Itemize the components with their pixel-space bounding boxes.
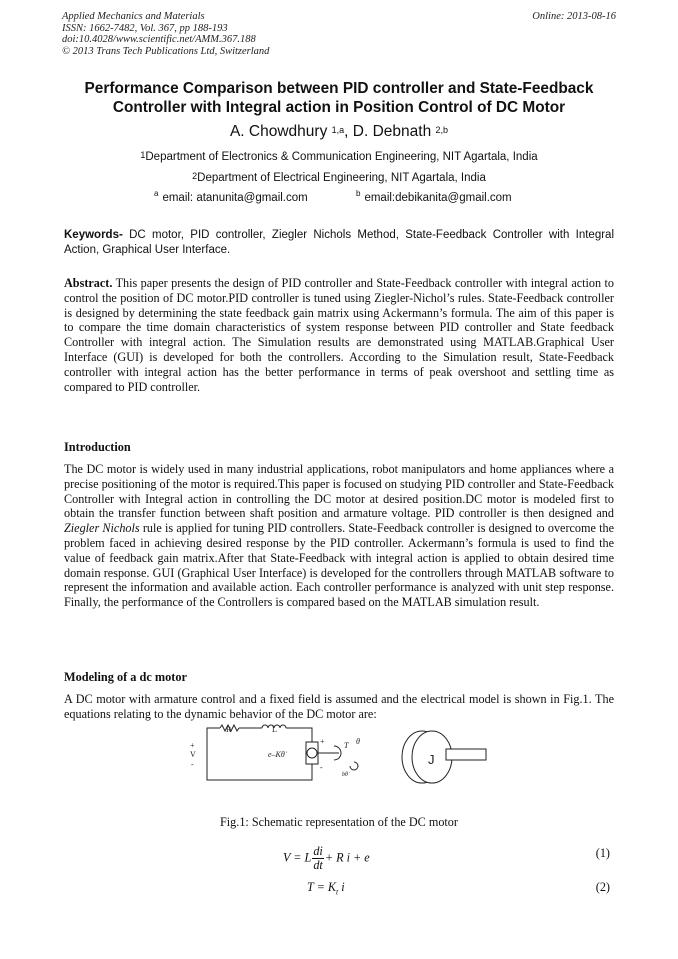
equation-1-expression (283, 845, 370, 872)
keywords-text: DC motor, PID controller, Ziegler Nichols Method, State-Feedback Controller with Integral Action, Graphical User Interface. (64, 229, 614, 256)
abstract (64, 276, 614, 394)
motor-box (306, 742, 318, 764)
label-plus: + (190, 741, 195, 750)
equation-1-denominator: dt (313, 858, 323, 872)
abstract-label: Abstract. (64, 276, 113, 290)
equation-1-fraction (312, 845, 323, 872)
label-j: J (428, 752, 435, 767)
email-b (356, 189, 512, 204)
modeling-body: A DC motor with armature control and a fixed field is assumed and the electrical model is shown in Fig.1. The equations relating to the dynamic behavior of the DC motor are: (64, 692, 614, 721)
keywords-label: Keywords- (64, 229, 123, 241)
label-torque: T (344, 741, 349, 750)
label-minus: - (191, 760, 194, 769)
author-list (0, 122, 678, 142)
wire-top-right (286, 728, 312, 742)
introduction-text-1: The DC motor is widely used in many industrial applications, robot manipulators and home appliances where a precise positioning of the motor is required.This paper is focused on studying PID controller and State-Feedback Controller with Integral action in controlling the DC motor at desired position.DC motor is modeled first to obtain the transfer function between shaft position and armature voltage. PID controller is then designed and (64, 462, 614, 521)
equation-2-tail: i (338, 880, 345, 894)
online-date: Online: 2013-08-16 (532, 11, 616, 22)
affiliation-1-text: Department of Electronics & Communication Engineering, NIT Agartala, India (145, 151, 538, 163)
journal-name: Applied Mechanics and Materials (62, 11, 205, 22)
damping-arrow (350, 762, 358, 770)
title-line-2: Controller with Integral action in Position Control of DC Motor (112, 99, 566, 116)
label-damping: bθ̇ (342, 772, 348, 778)
keywords (64, 228, 614, 258)
circuit-labels (190, 725, 360, 778)
author-1-sup: 1,a (331, 125, 345, 135)
wire-top-left (207, 728, 220, 732)
equation-2 (0, 880, 678, 898)
email-a-text: email: atanunita@gmail.com (162, 192, 308, 204)
introduction-text-2: rule is applied for tuning PID controllers. State-Feedback controller is designed to overcome the problem faced in achieving desired response by the PID controller. Ackermann’s formula is used to find the value of feedback gain matrix.After that State-Feedback with integral action is applied to obtain desired time domain response. GUI (Graphical User Interface) is developed for the controllers through MATLAB software to represent the information and available action. Each controller performance is analyzed with unit step response. Finally, the performance of the Controllers is compared based on the MATLAB simulation result. (64, 521, 614, 610)
email-a-sup: a (154, 189, 159, 198)
affiliation-2-sup: 2 (192, 171, 198, 181)
label-r: R (226, 725, 232, 734)
abstract-text: This paper presents the design of PID controller and State-Feedback controller with integral action to control the position of DC motor.PID controller is tuned using Ziegler-Nichol’s rules. State-Feedback controller is designed by determining the state feedback gain matrix using Ackermann’s formula. The aim of this paper is to compare the time domain characteristics of system response between PID controller and State feedback Controller with integral action. The Simulation results are demonstrated using MATLAB.Graphical User Interface (GUI) is developed for both the controllers. According to the Simulation result, State-Feedback controller with integral action has the better performance in terms of peak overshoot and settling time as compared to PID controller. (64, 276, 614, 394)
label-l: L (272, 725, 277, 734)
equation-2-expression (307, 880, 345, 896)
output-shaft (446, 749, 486, 760)
figure-caption: Fig.1: Schematic representation of the DC motor (220, 815, 458, 829)
equation-2-number: (2) (595, 880, 610, 894)
equation-1 (0, 836, 678, 870)
motor-rotor (307, 748, 317, 758)
modeling-heading: Modeling of a dc motor (64, 670, 187, 684)
equation-1-numerator: di (313, 844, 323, 858)
author-separator: , (344, 123, 349, 140)
label-theta: θ (356, 737, 360, 746)
author-2: D. Debnath (352, 123, 432, 140)
rotor-inertia-drawing (402, 731, 486, 783)
equation-1-rhs: + R i + e (324, 850, 370, 865)
equation-1-number: (1) (595, 846, 610, 860)
introduction-italic: Ziegler Nichols (64, 521, 140, 536)
paper-title (40, 79, 638, 117)
journal-header (62, 11, 269, 57)
label-plus-2: + (320, 737, 325, 746)
issn-line: ISSN: 1662-7482, Vol. 367, pp 188-193 (62, 22, 228, 34)
introduction-body (64, 462, 614, 610)
dc-motor-schematic (184, 724, 494, 790)
label-v: V (190, 750, 196, 759)
label-minus-2: - (320, 763, 323, 772)
author-1: A. Chowdhury (229, 123, 328, 140)
copyright-line: © 2013 Trans Tech Publications Ltd, Switzerland (62, 45, 270, 57)
equation-1-lhs: V = L (283, 850, 312, 865)
affiliation-2 (0, 171, 678, 185)
email-a (154, 189, 308, 204)
email-b-text: email:debikanita@gmail.com (364, 192, 512, 204)
title-line-1: Performance Comparison between PID controller and State-Feedback (84, 80, 594, 97)
doi-line: doi:10.4028/www.scientific.net/AMM.367.188 (62, 34, 256, 45)
label-back-emf: e–Kθ̇ (268, 750, 285, 759)
affiliation-2-text: Department of Electrical Engineering, NIT Agartala, India (197, 172, 486, 184)
introduction-heading: Introduction (64, 440, 131, 454)
equation-2-sub: t (336, 887, 339, 897)
affiliation-1-sup: 1 (140, 150, 146, 160)
author-2-sup: 2,b (435, 125, 449, 135)
email-b-sup: b (356, 189, 361, 198)
equation-2-lhs: T = K (307, 880, 337, 894)
wire-bottom (207, 732, 312, 780)
affiliation-1 (0, 150, 678, 164)
